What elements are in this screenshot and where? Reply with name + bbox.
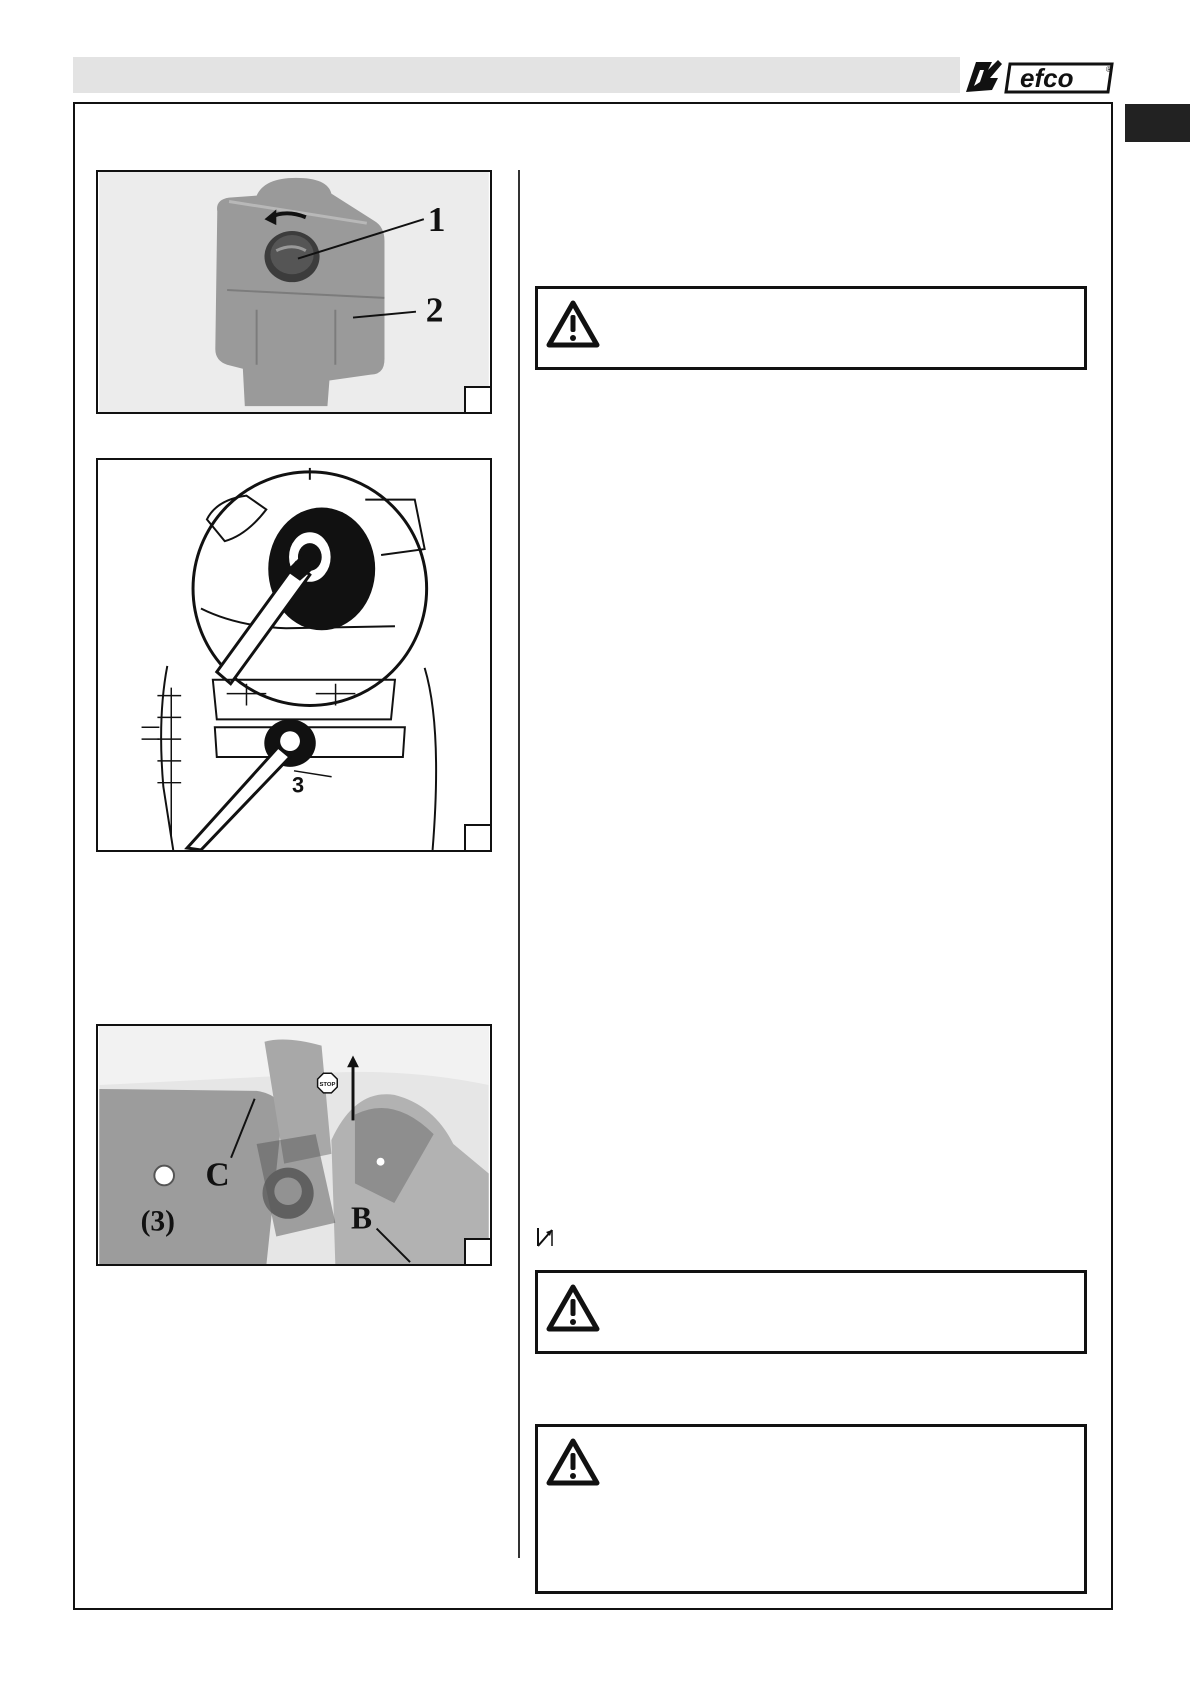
column-divider [518,170,520,1558]
brand-text: efco [1020,63,1074,93]
warning-triangle-icon [546,1437,600,1487]
warning-box-1 [535,286,1087,370]
registered-mark: ® [1106,65,1112,74]
section-tab [1125,104,1190,142]
efco-logo [962,56,1118,96]
warning-triangle-icon [546,299,600,349]
fuel-tank-illustration [98,172,490,412]
carburetor-illustration [98,460,490,850]
callout-b: B [351,1200,373,1236]
efco-leaf-logo-icon [962,56,1118,96]
stop-icon-text: STOP [319,1081,336,1088]
figure-number-box [464,1238,492,1266]
figure-carburetor-screw [96,458,492,852]
callout-3-paren: (3) [140,1205,175,1238]
callout-1: 1 [427,199,446,240]
warning-box-2 [535,1270,1087,1354]
stop-switch-illustration [98,1026,490,1264]
callout-3: 3 [292,772,305,798]
header-bar [73,57,960,93]
figure-fuel-tank [96,170,492,414]
warning-triangle-icon [546,1283,600,1333]
figure-stop-switch [96,1024,492,1266]
callout-c: C [205,1156,230,1194]
figure-number-box [464,386,492,414]
callout-2: 2 [425,289,444,330]
warning-box-3 [535,1424,1087,1594]
figure-number-box [464,824,492,852]
adjust-arrow-icon [536,1226,554,1248]
